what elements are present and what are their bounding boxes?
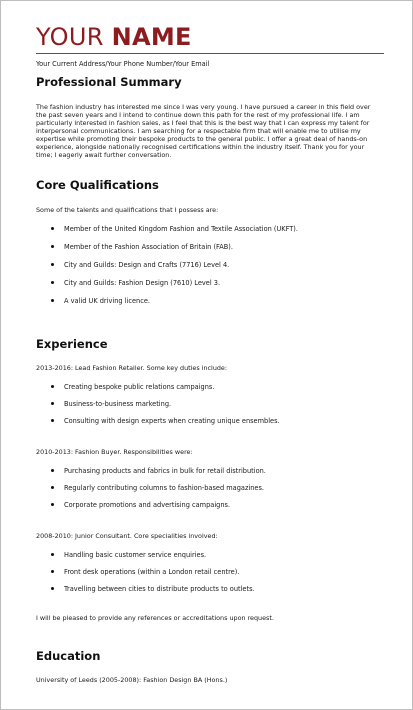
list-item [36, 501, 382, 509]
bullet-icon [51, 245, 54, 248]
job-title: 2013-2016: Lead Fashion Retailer. Some key duties include: [36, 364, 228, 372]
bullet-icon [51, 263, 54, 266]
qualifications-intro: Some of the talents and qualifications that I possess are: [36, 206, 219, 214]
summary-section [36, 75, 382, 159]
candidate-name [36, 23, 384, 51]
list-item [36, 243, 382, 251]
list-item-text: City and Guilds: Design and Crafts (7716) Level 4. [64, 261, 230, 269]
list-item [36, 467, 382, 475]
bullet-icon [51, 587, 54, 590]
list-item [36, 484, 382, 492]
list-item-text: Front desk operations (within a London retail centre). [64, 568, 240, 576]
list-item [36, 279, 382, 287]
list-item-text: Travelling between cities to distribute products to outlets. [64, 585, 255, 593]
list-item-text: A valid UK driving licence. [64, 297, 150, 305]
list-item-text: Member of the Fashion Association of Britain (FAB). [64, 243, 233, 251]
list-item [36, 585, 382, 593]
references-note: I will be pleased to provide any references or accreditations upon request. [36, 614, 274, 622]
list-item-text: Purchasing products and fabrics in bulk for retail distribution. [64, 467, 266, 475]
job-title: 2008-2010: Junior Consultant. Core specialities involved: [36, 532, 218, 540]
education-section [36, 649, 382, 684]
list-item [36, 297, 382, 305]
bullet-icon [51, 570, 54, 573]
bullet-icon [51, 227, 54, 230]
list-item [36, 568, 382, 576]
header-rule [36, 53, 384, 54]
education-heading: Education [36, 649, 101, 663]
bullet-icon [51, 553, 54, 556]
list-item [36, 225, 382, 233]
list-item-text: Corporate promotions and advertising campaigns. [64, 501, 231, 509]
list-item-text: Consulting with design experts when creating unique ensembles. [64, 417, 280, 425]
bullet-icon [51, 503, 54, 506]
list-item-text: Regularly contributing columns to fashion-based magazines. [64, 484, 264, 492]
bullet-icon [51, 299, 54, 302]
bullet-icon [51, 281, 54, 284]
contact-line: Your Current Address/Your Phone Number/Your Email [36, 60, 210, 68]
bullet-icon [51, 486, 54, 489]
job-title: 2010-2013: Fashion Buyer. Responsibilities were: [36, 448, 193, 456]
list-item [36, 551, 382, 559]
experience-section [36, 337, 382, 622]
name-first: YOUR [36, 23, 112, 51]
qualifications-heading: Core Qualifications [36, 178, 159, 192]
cv-header [36, 23, 384, 68]
list-item-text: Handling basic customer service enquiries. [64, 551, 207, 559]
list-item-text: Member of the United Kingdom Fashion and Textile Association (UKFT). [64, 225, 298, 233]
bullet-icon [51, 419, 54, 422]
list-item [36, 400, 382, 408]
job-duties-list [36, 467, 382, 509]
bullet-icon [51, 385, 54, 388]
list-item [36, 417, 382, 425]
list-item-text: Creating bespoke public relations campaigns. [64, 383, 215, 391]
list-item [36, 261, 382, 269]
job-duties-list [36, 551, 382, 593]
name-last: NAME [111, 23, 192, 51]
bullet-icon [51, 469, 54, 472]
job-duties-list [36, 383, 382, 425]
list-item-text: City and Guilds: Fashion Design (7610) Level 3. [64, 279, 221, 287]
list-item-text: Business-to-business marketing. [64, 400, 172, 408]
list-item [36, 383, 382, 391]
qualifications-list [36, 225, 382, 305]
qualifications-section [36, 178, 382, 305]
education-entry: University of Leeds (2005-2008): Fashion Design BA (Hons.) [36, 676, 228, 684]
summary-text: The fashion industry has interested me since I was very young. I have pursued a career in this field over the past seven years and I intend to continue down this path for the rest of my professional life. I am particularly interested in fashion sales, as I feel that this is the best way that I can express my talent for interpersonal communications. I am searching for a respectable firm that will enable me to utilise my expertise while promoting their bespoke products to the general public. I offer a great deal of hands-on experience, alongside nationally recognised certifications within the industry itself. Thank you for your time; I eagerly await further conversation. [36, 103, 371, 159]
experience-heading: Experience [36, 337, 108, 351]
bullet-icon [51, 402, 54, 405]
summary-heading: Professional Summary [36, 75, 182, 89]
